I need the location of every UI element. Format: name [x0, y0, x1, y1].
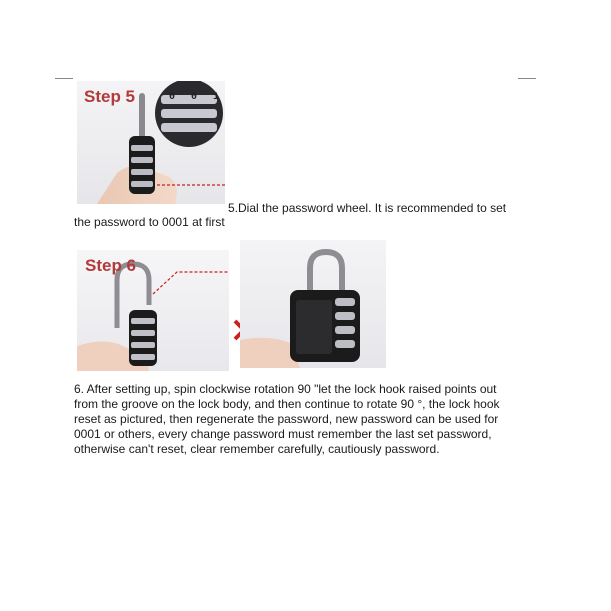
step5-caption-line2: the password to 0001 at first — [74, 215, 225, 229]
caption-line: otherwise can't reset, clear remember carefully, cautiously password. — [74, 442, 440, 456]
step5-photo — [77, 81, 225, 204]
page-corner-mark-left — [55, 78, 73, 79]
step5-caption-line1: 5.Dial the password wheel. It is recommended to set — [228, 201, 507, 215]
caption-line: 6. After setting up, spin clockwise rotation 90 "let the lock hook raised points out — [74, 382, 497, 396]
step5-label: Step 5 — [84, 87, 136, 106]
step6-caption — [74, 382, 500, 457]
step6-photo-reset — [240, 240, 386, 368]
caption-line: from the groove on the lock body, and then continue to rotate 90 °, the lock hook — [74, 397, 500, 411]
step6-photo-open — [77, 250, 229, 371]
caption-line: 0001 or others, every change password must remember the last set password, — [74, 427, 492, 441]
dial-digits-text: 0 0 1 — [169, 92, 225, 103]
caption-line: reset as pictured, then regenerate the password, new password can be used for — [74, 412, 499, 426]
step6-label: Step 6 — [85, 256, 137, 275]
page-corner-mark-right — [518, 78, 536, 79]
